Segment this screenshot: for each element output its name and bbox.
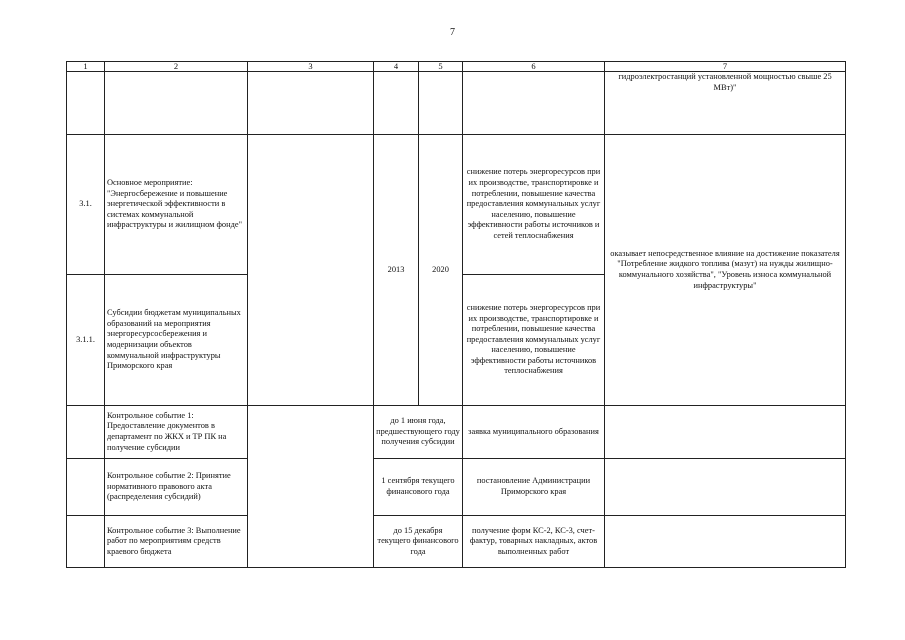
page-number: 7 (450, 27, 455, 38)
cell-empty (105, 72, 248, 135)
control-event-name: Контрольное событие 3: Выполнение работ по мероприятиям средств краевого бюджета (105, 516, 248, 568)
table-row-control-event-2 (67, 459, 846, 516)
control-event-name: Контрольное событие 1: Предоставление документов в департамент по ЖКХ и ТР ПК на получение субсидии (105, 406, 248, 459)
measure-name: Субсидии бюджетам муниципальных образований на мероприятия энергоресурсосбережения и модернизации объектов коммунальной инфраструктуры Приморского края (105, 275, 248, 406)
row-number: 3.1.1. (67, 275, 105, 406)
header-col-3: 3 (248, 62, 374, 72)
end-year: 2020 (419, 135, 463, 406)
control-event-result: постановление Администрации Приморского края (463, 459, 605, 516)
cell-empty (67, 72, 105, 135)
expected-result: снижение потерь энергоресурсов при их производстве, транспортировке и потреблении, повышение качества предоставления коммунальных услуг населению, повышение эффективности работы источников и сетей теплоснабжения (463, 135, 605, 275)
table-row-3-1 (67, 135, 846, 275)
header-col-1: 1 (67, 62, 105, 72)
indicator-link: оказывает непосредственное влияние на достижение показателя "Потребление жидкого топлива (мазут) на нужды жилищно-коммунального хозяйства", "Уровень износа коммунальной инфраструктуры" (605, 135, 846, 406)
expected-result: снижение потерь энергоресурсов при их производстве, транспортировке и потреблении, повышение качества предоставления коммунальных услуг населению, повышение эффективности работы источников теплоснабжения (463, 275, 605, 406)
cell-empty (605, 459, 846, 516)
header-col-4: 4 (374, 62, 419, 72)
control-event-date: 1 сентября текущего финансового года (374, 459, 463, 516)
program-table (66, 61, 846, 568)
table-row-control-event-3 (67, 516, 846, 568)
cell-empty (463, 72, 605, 135)
control-event-result: заявка муниципального образования (463, 406, 605, 459)
cell-empty (605, 516, 846, 568)
continuation-effect-cell: гидроэлектростанций установленной мощностью свыше 25 МВт)" (605, 72, 846, 135)
cell-empty (419, 72, 463, 135)
cell-empty (67, 516, 105, 568)
control-event-name: Контрольное событие 2: Принятие нормативного правового акта (распределения субсидий) (105, 459, 248, 516)
header-col-2: 2 (105, 62, 248, 72)
cell-empty (67, 459, 105, 516)
control-event-date: до 1 июня года, предшествующего году получения субсидии (374, 406, 463, 459)
control-event-result: получение форм КС-2, КС-3, счет-фактур, товарных накладных, актов выполненных работ (463, 516, 605, 568)
header-col-7: 7 (605, 62, 846, 72)
start-year: 2013 (374, 135, 419, 406)
table-row-continuation (67, 72, 846, 135)
header-row (67, 62, 846, 72)
row-number: 3.1. (67, 135, 105, 275)
cell-empty (605, 406, 846, 459)
cell-empty (248, 72, 374, 135)
cell-empty (67, 406, 105, 459)
cell-empty (248, 406, 374, 568)
cell-responsible (248, 135, 374, 406)
table-row-control-event-1 (67, 406, 846, 459)
control-event-date: до 15 декабря текущего финансового года (374, 516, 463, 568)
header-col-5: 5 (419, 62, 463, 72)
cell-empty (374, 72, 419, 135)
header-col-6: 6 (463, 62, 605, 72)
measure-name: Основное мероприятие: "Энергосбережение и повышение энергетической эффективности в системах коммунальной инфраструктуры и жилищном фонде" (105, 135, 248, 275)
